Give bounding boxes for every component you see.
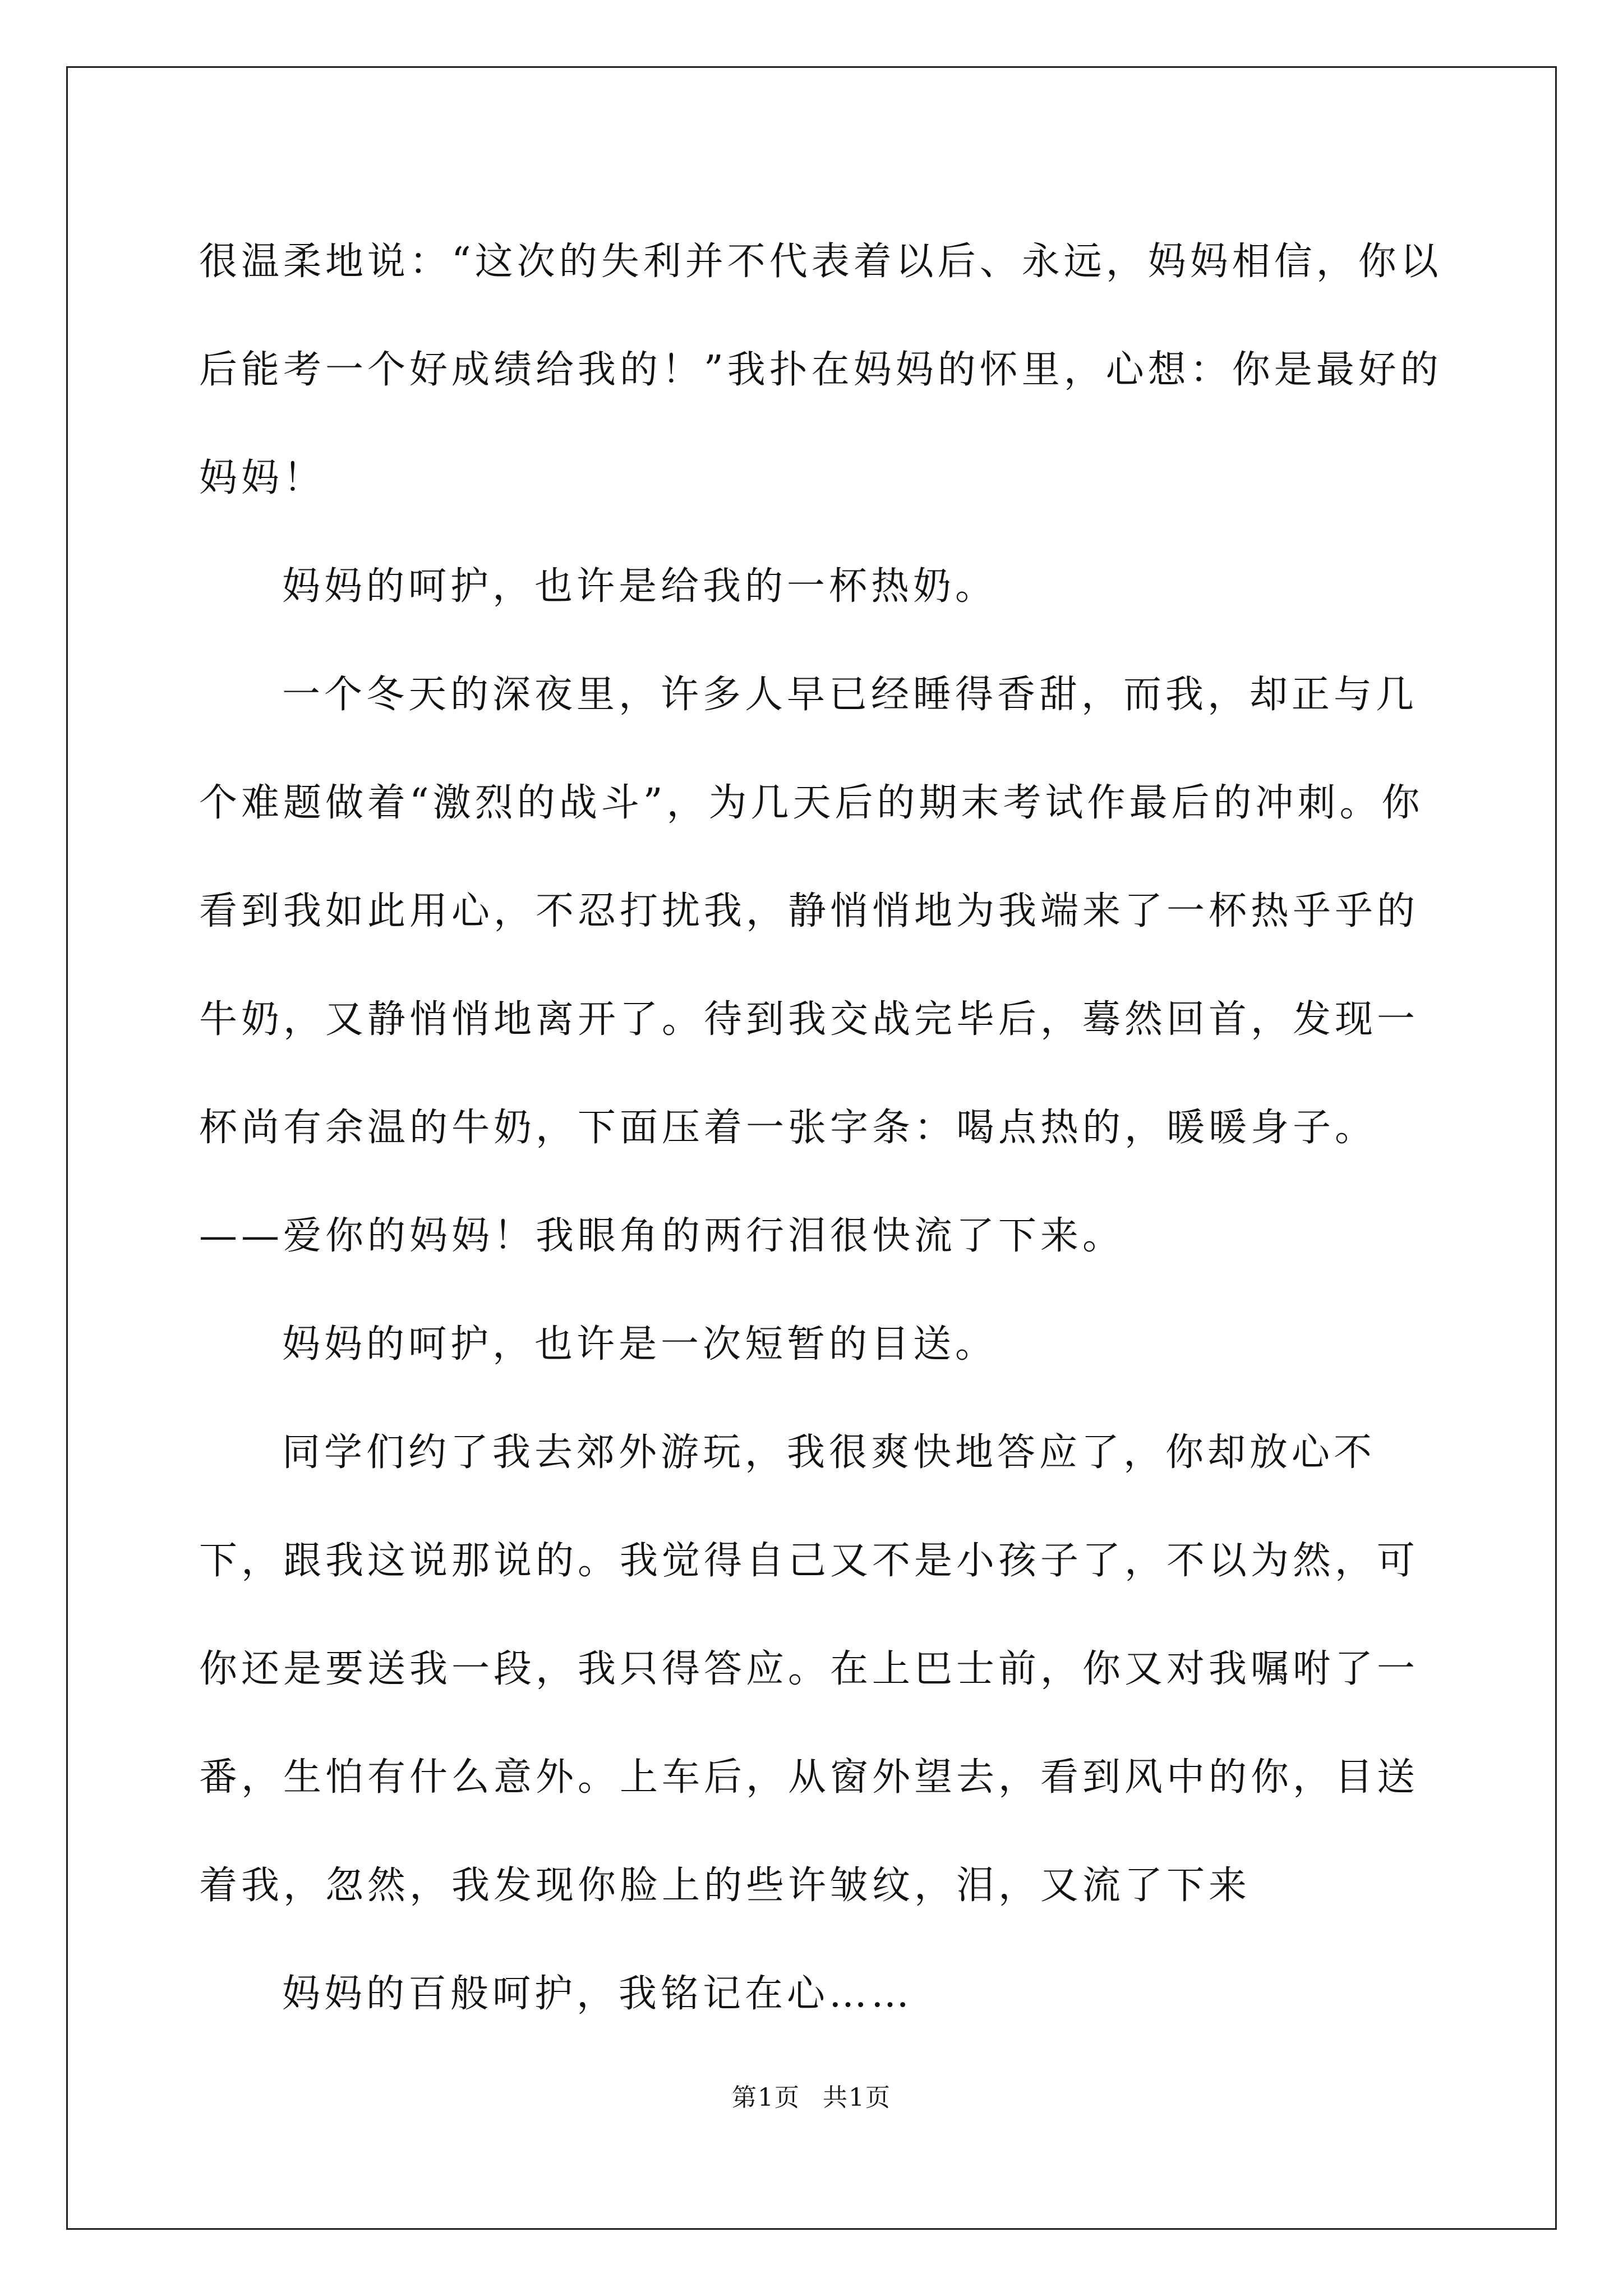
document-body bbox=[199, 208, 1450, 2048]
paragraph-3: 一个冬天的深夜里，许多人早已经睡得香甜，而我，却正与几个难题做着“激烈的战斗”，为几天后的期末考试作最后的冲刺。你看到我如此用心，不忍打扰我，静悄悄地为我端来了一杯热乎乎的牛奶，又静悄悄地离开了。待到我交战完毕后，蓦然回首，发现一杯尚有余温的牛奶，下面压着一张字条：喝点热的，暖暖身子。——爱你的妈妈！我眼角的两行泪很快流了下来。 bbox=[199, 673, 1424, 1258]
page-total: 共1页 bbox=[823, 2083, 891, 2112]
page-number: 第1页 bbox=[732, 2083, 800, 2112]
page-footer bbox=[0, 2081, 1623, 2115]
paragraph-1: 很温柔地说：“这次的失利并不代表着以后、永远，妈妈相信，你以后能考一个好成绩给我的！”我扑在妈妈的怀里，心想：你是最好的妈妈！ bbox=[199, 240, 1442, 500]
paragraph-5: 同学们约了我去郊外游玩，我很爽快地答应了，你却放心不下，跟我这说那说的。我觉得自己又不是小孩子了，不以为然，可你还是要送我一段，我只得答应。在上巴士前，你又对我嘱咐了一番，生怕有什么意外。上车后，从窗外望去，看到风中的你，目送着我，忽然，我发现你脸上的些许皱纹，泪，又流了下来 bbox=[199, 1430, 1419, 1908]
paragraph-6: 妈妈的百般呵护，我铭记在心…… bbox=[282, 1972, 914, 2016]
paragraph-4: 妈妈的呵护，也许是一次短暂的目送。 bbox=[282, 1322, 998, 1366]
paragraph-2: 妈妈的呵护，也许是给我的一杯热奶。 bbox=[282, 564, 998, 609]
